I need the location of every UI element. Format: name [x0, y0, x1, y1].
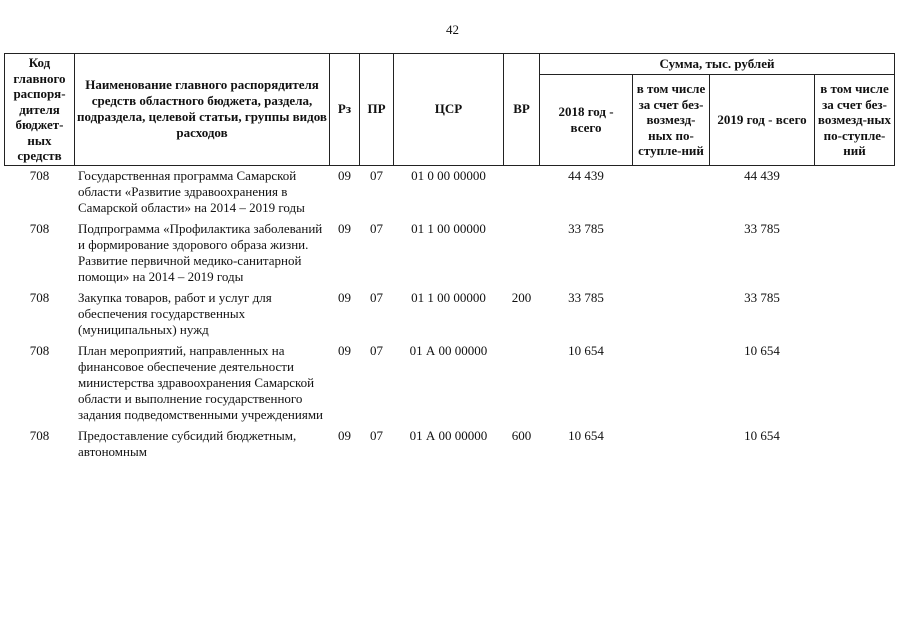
cell-name: Предоставление субсидий бюджетным, автономным: [78, 427, 297, 459]
cell-2018-total: 44 439: [568, 167, 604, 183]
header-name: Наименование главного распорядителя средств областного бюджета, раздела, подраздела, целевой статьи, группы видов расходов: [75, 54, 330, 166]
cell-2019-grants: [815, 165, 895, 219]
cell-vr: [504, 341, 540, 426]
cell-2019-total: 10 654: [744, 427, 780, 443]
cell-2019-total: 33 785: [744, 289, 780, 305]
cell-2019-total: 33 785: [744, 220, 780, 236]
cell-csr: 01 0 00 00000: [411, 167, 486, 183]
cell-code: 708: [29, 427, 50, 443]
header-pr: ПР: [360, 54, 394, 166]
cell-2019-grants: [815, 288, 895, 341]
cell-csr: 01 А 00 00000: [409, 427, 488, 443]
cell-name: Подпрограмма «Профилактика заболеваний и формирование здорового образа жизни. Развитие первичной медико-санитарной помощи» на 2014 – 2019 годы: [78, 220, 323, 284]
table-header: [5, 54, 895, 166]
cell-code: 708: [29, 342, 50, 358]
cell-rz: 09: [338, 289, 351, 305]
cell-2019-grants: [815, 341, 895, 426]
cell-rz: 09: [338, 220, 351, 236]
cell-2018-grants: [633, 341, 710, 426]
cell-rz: 09: [338, 167, 351, 183]
cell-pr: 07: [370, 167, 383, 183]
cell-vr: 600: [511, 427, 532, 443]
header-vr: ВР: [504, 54, 540, 166]
cell-code: 708: [29, 289, 50, 305]
cell-2018-total: 33 785: [568, 289, 604, 305]
table-row: [5, 341, 895, 426]
cell-2018-total: 33 785: [568, 220, 604, 236]
cell-vr: 200: [511, 289, 532, 305]
cell-vr: [504, 165, 540, 219]
cell-csr: 01 1 00 00000: [411, 220, 486, 236]
cell-2018-total: 10 654: [568, 427, 604, 443]
cell-code: 708: [29, 220, 50, 236]
page-number: 42: [446, 22, 459, 37]
table-row: [5, 288, 895, 341]
cell-2018-grants: [633, 288, 710, 341]
header-2019-total: 2019 год - всего: [710, 75, 815, 165]
cell-2018-grants: [633, 426, 710, 463]
cell-pr: 07: [370, 220, 383, 236]
cell-2019-total: 44 439: [744, 167, 780, 183]
cell-code: 708: [29, 167, 50, 183]
table-row: [5, 426, 895, 463]
table-row: [5, 165, 895, 219]
cell-2018-grants: [633, 219, 710, 288]
cell-pr: 07: [370, 342, 383, 358]
cell-2018-total: 10 654: [568, 342, 604, 358]
header-csr: ЦСР: [394, 54, 504, 166]
cell-vr: [504, 219, 540, 288]
budget-table: [4, 53, 895, 463]
cell-2019-grants: [815, 426, 895, 463]
cell-2019-total: 10 654: [744, 342, 780, 358]
cell-2019-grants: [815, 219, 895, 288]
cell-pr: 07: [370, 427, 383, 443]
header-2018-grants: в том числе за счет без-возмезд-ных по-ступле-ний: [633, 75, 710, 165]
header-sum-group: Сумма, тыс. рублей: [540, 54, 895, 75]
cell-name: Закупка товаров, работ и услуг для обеспечения государственных (муниципальных) нужд: [78, 289, 272, 337]
header-2018-total: 2018 год - всего: [540, 75, 633, 165]
header-code: Код главного распоря-дителя бюджет-ных средств: [5, 54, 75, 166]
cell-2018-grants: [633, 165, 710, 219]
cell-rz: 09: [338, 342, 351, 358]
header-2019-grants: в том числе за счет без-возмезд-ных по-ступле-ний: [815, 75, 895, 165]
table-row: [5, 219, 895, 288]
header-rz: Рз: [330, 54, 360, 166]
cell-csr: 01 1 00 00000: [411, 289, 486, 305]
cell-name: План мероприятий, направленных на финансовое обеспечение деятельности министерства здравоохранения Самарской области и выполнение государственного задания подведомственными учреждениями: [78, 342, 324, 422]
cell-rz: 09: [338, 427, 351, 443]
cell-name: Государственная программа Самарской области «Развитие здравоохранения в Самарской области» на 2014 – 2019 годы: [78, 167, 305, 215]
cell-csr: 01 А 00 00000: [409, 342, 488, 358]
table-body: [5, 165, 895, 463]
cell-pr: 07: [370, 289, 383, 305]
